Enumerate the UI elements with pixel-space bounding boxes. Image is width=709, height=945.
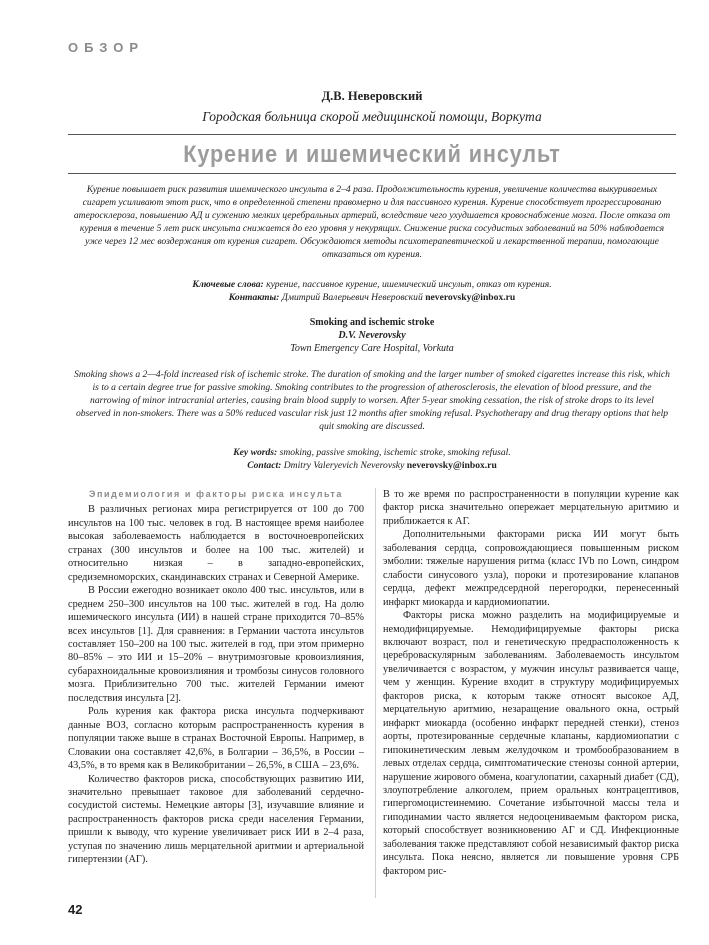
keywords-label-english: Key words: bbox=[233, 447, 278, 458]
contacts-name: Дмитрий Валерьевич Неверовский bbox=[281, 292, 423, 303]
contact-email-link-english[interactable]: neverovsky@inbox.ru bbox=[406, 460, 497, 471]
paragraph: Дополнительными факторами риска ИИ могут быть заболевания сердца, сопровождающиеся повышенным риском эмболии: тяжелые нарушения ритма (класс IVb по Lown, синдром слабости синусового узла), пороки и протезирование клапанов сердца, дефект межпредсердной перегородки, перенесенный инфаркт миокарда и кардиомиопатии. bbox=[383, 529, 679, 608]
section-heading: Эпидемиология и факторы риска инсульта bbox=[88, 489, 344, 499]
article-title: Курение и ишемический инсульт bbox=[183, 141, 561, 168]
keywords-block-russian bbox=[72, 278, 672, 304]
paragraph: Факторы риска можно разделить на модифицируемые и немодифицируемые. Немодифицируемые факторы риска включают возраст, пол и генетическую предрасположенность к цереброваскулярным заболеваниям. Заболеваемость инсультом увеличивается с возрастом, у мужчин инсульт развивается чаще, чем у женщин. Курение входит в структуру модифицируемых факторов риска, к которым также относят высокое АД, мерцательную аритмию, незаращение овального окна, острый инфаркт миокарда (особенно инфаркт передней стенки), стеноз аорты, протезированные сердечные клапаны, кардиомиопатии с гипокинетическим левым желудочком и тромбообразованием в левых отделах сердца, симптоматические стенозы сонной артерии, нарушение жирового обмена, коагулопатии, сахарный диабет (СД), злоупотребление алкоголем, прием оральных контрацептивов, гипергомоцистеинемию. Сочетание избыточной массы тела и гиподинамии часто является недооцениваемым фактором риска, который способствует возникновению АГ и СД. Инфекционные заболевания также представляют собой независимый фактор риска инсульта. Пока неясно, является ли повышение уровня СРБ фактором рис- bbox=[383, 610, 679, 877]
keywords-line bbox=[72, 278, 672, 291]
abstract-russian: Курение повышает риск развития ишемического инсульта в 2–4 раза. Продолжительность курения, увеличение количества выкуриваемых сигарет усиливают этот риск, что в определенной степени правомерно и для пассивного курения. Курение способствует прогрессированию атеросклероза, повышению АД и сужению мелких церебральных артерий, вследствие чего ухудшается кровоснабжение мозга. После отказа от курения в течение 5 лет риск инсульта снижается до его уровня у некурящих. Снижение риска сосудистых заболеваний на 50% наблюдается уже через 12 мес воздержания от курения сигарет. Обсуждаются методы психотерапевтической и лекарственной терапии, помогающие отказаться от курения. bbox=[73, 184, 671, 261]
keywords-block-english bbox=[72, 446, 672, 472]
contacts-label: Контакты: bbox=[228, 292, 280, 303]
english-header bbox=[72, 316, 672, 355]
contact-name-english: Dmitry Valeryevich Neverovsky bbox=[283, 460, 405, 471]
paragraph: В России ежегодно возникает около 400 тыс. инсультов, или в среднем 250–300 инсультов на 100 тыс. жителей в год. На долю ишемического инсульта (ИИ) в нашей стране приходится 70–85% всех инсультов [1]. Для сравнения: в Германии частота инсультов составляет 150–200 на 100 тыс. жителей в год, при этом примерно 80–85% – это ИИ и 15–20% – внутримозговые кровоизлияния, субарахноидальные кровоизлияния и тромбозы синусов головного мозга. Приблизительно 700 тыс. жителей Германии имеют последствия инсульта [2]. bbox=[68, 585, 364, 704]
contact-line-english bbox=[72, 459, 672, 472]
paragraph: В то же время по распространенности в популяции курение как фактор риска значительно опережает мерцательную аритмию и приближается к АГ. bbox=[383, 489, 679, 527]
contacts-email-link[interactable]: neverovsky@inbox.ru bbox=[425, 292, 516, 303]
title-bottom-rule bbox=[68, 173, 676, 174]
keywords-text: курение, пассивное курение, ишемический инсульт, отказ от курения. bbox=[266, 279, 552, 290]
keywords-label: Ключевые слова: bbox=[192, 279, 264, 290]
contacts-line bbox=[72, 291, 672, 304]
keywords-text-english: smoking, passive smoking, ischemic stroke, smoking refusal. bbox=[279, 447, 511, 458]
author-name: Д.В. Неверовский bbox=[321, 89, 423, 103]
contact-label-english: Contact: bbox=[247, 460, 282, 471]
keywords-line-english bbox=[72, 446, 672, 459]
abstract-english: Smoking shows a 2—4-fold increased risk of ischemic stroke. The duration of smoking and the larger number of smoked cigarettes increase this risk, which is to a certain degree true for passive smoking. Smoking contributes to the progression of atherosclerosis, the elevation of blood pressure, and the narrowing of minor intracranial arteries, causing brain blood supply to worsen. After 5-year smoking cessation, the risk of stroke drops to its level observed in non-smokers. There was a 50% reduced vascular risk just 12 months after smoking refusal. Psychotherapy and drug therapy options that help quit smoking are discussed. bbox=[74, 369, 670, 433]
body-column-left bbox=[68, 488, 364, 867]
body-column-right bbox=[383, 488, 679, 878]
section-tag: ОБЗОР bbox=[68, 40, 145, 55]
page-number: 42 bbox=[68, 902, 83, 917]
paragraph: Количество факторов риска, способствующих развитию ИИ, значительно превышает таковое для заболеваний сердечно-сосудистой системы. Немецкие авторы [3], изучавшие влияние и распространенность факторов риска среди населения Германии, пришли к выводу, что курение увеличивает риск ИИ в 2–4 раза, уступая по значению лишь мерцательной аритмии и артериальной гипертензии (АГ). bbox=[68, 773, 364, 866]
english-affiliation: Town Emergency Care Hospital, Vorkuta bbox=[290, 343, 454, 354]
paragraph: В различных регионах мира регистрируется от 100 до 700 инсультов на 100 тыс. человек в год. В настоящее время наиболее высокая заболеваемость наблюдается в восточноевропейских странах (300 инсультов и более на 100 тыс. жителей) и относительно низкая – в западно-европейских, средиземноморских, скандинавских странах и Северной Америке. bbox=[68, 504, 364, 583]
english-title: Smoking and ischemic stroke bbox=[309, 317, 435, 328]
english-author: D.V. Neverovsky bbox=[338, 330, 406, 341]
column-divider bbox=[375, 488, 376, 898]
author-affiliation: Городская больница скорой медицинской помощи, Воркута bbox=[202, 109, 542, 124]
paragraph: Роль курения как фактора риска инсульта подчеркивают данные ВОЗ, согласно которым распространенность курения в популяции также выше в странах Восточной Европы. Например, в Словакии она составляет 42,6%, в Болгарии – 36,5%, в России – 43,5%, в то время как в Великобритании – 26,5%, в США – 23,6%. bbox=[68, 706, 364, 772]
title-top-rule bbox=[68, 134, 676, 135]
